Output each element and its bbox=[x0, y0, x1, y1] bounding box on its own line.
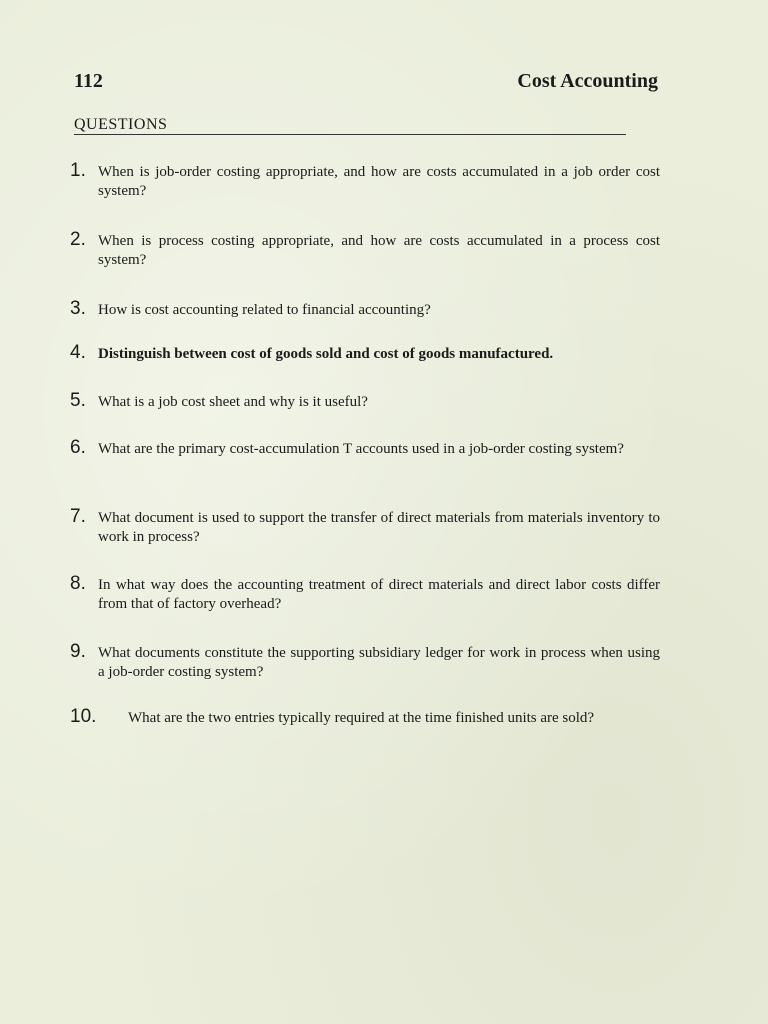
question-number: 3. bbox=[70, 298, 86, 319]
question-item bbox=[70, 390, 660, 412]
question-text: What documents constitute the supporting subsidiary ledger for work in process when using a job-order costing system? bbox=[98, 645, 660, 680]
question-text: When is process costing appropriate, and how are costs accumulated in a process cost system? bbox=[98, 233, 660, 268]
page-number: 112 bbox=[74, 70, 103, 92]
question-item bbox=[70, 506, 660, 547]
question-number: 1. bbox=[70, 160, 86, 181]
question-item bbox=[70, 641, 660, 682]
question-number: 5. bbox=[70, 390, 86, 411]
question-number: 7. bbox=[70, 506, 86, 527]
section-heading: QUESTIONS bbox=[74, 116, 626, 135]
question-item bbox=[70, 298, 660, 320]
question-number: 2. bbox=[70, 229, 86, 250]
question-number: 8. bbox=[70, 573, 86, 594]
book-title: Cost Accounting bbox=[517, 70, 658, 92]
question-item bbox=[70, 229, 660, 270]
question-text: What document is used to support the transfer of direct materials from materials inventory to work in process? bbox=[98, 510, 660, 545]
question-item bbox=[70, 342, 660, 364]
question-number: 4. bbox=[70, 342, 86, 363]
question-text: When is job-order costing appropriate, and how are costs accumulated in a job order cost system? bbox=[98, 164, 660, 199]
question-text: In what way does the accounting treatment of direct materials and direct labor costs differ from that of factory overhead? bbox=[98, 577, 660, 612]
question-number: 9. bbox=[70, 641, 86, 662]
question-text: What is a job cost sheet and why is it useful? bbox=[98, 394, 368, 410]
question-text: What are the primary cost-accumulation T accounts used in a job-order costing system? bbox=[98, 441, 624, 457]
question-text: How is cost accounting related to financial accounting? bbox=[98, 302, 431, 318]
question-item bbox=[70, 437, 660, 459]
question-text: What are the two entries typically required at the time finished units are sold? bbox=[128, 710, 595, 726]
question-item bbox=[70, 706, 688, 728]
question-number: 10. bbox=[70, 706, 97, 727]
question-text: Distinguish between cost of goods sold and cost of goods manufactured. bbox=[98, 346, 554, 362]
question-number: 6. bbox=[70, 437, 86, 458]
question-item bbox=[70, 160, 660, 201]
question-item bbox=[70, 573, 660, 614]
